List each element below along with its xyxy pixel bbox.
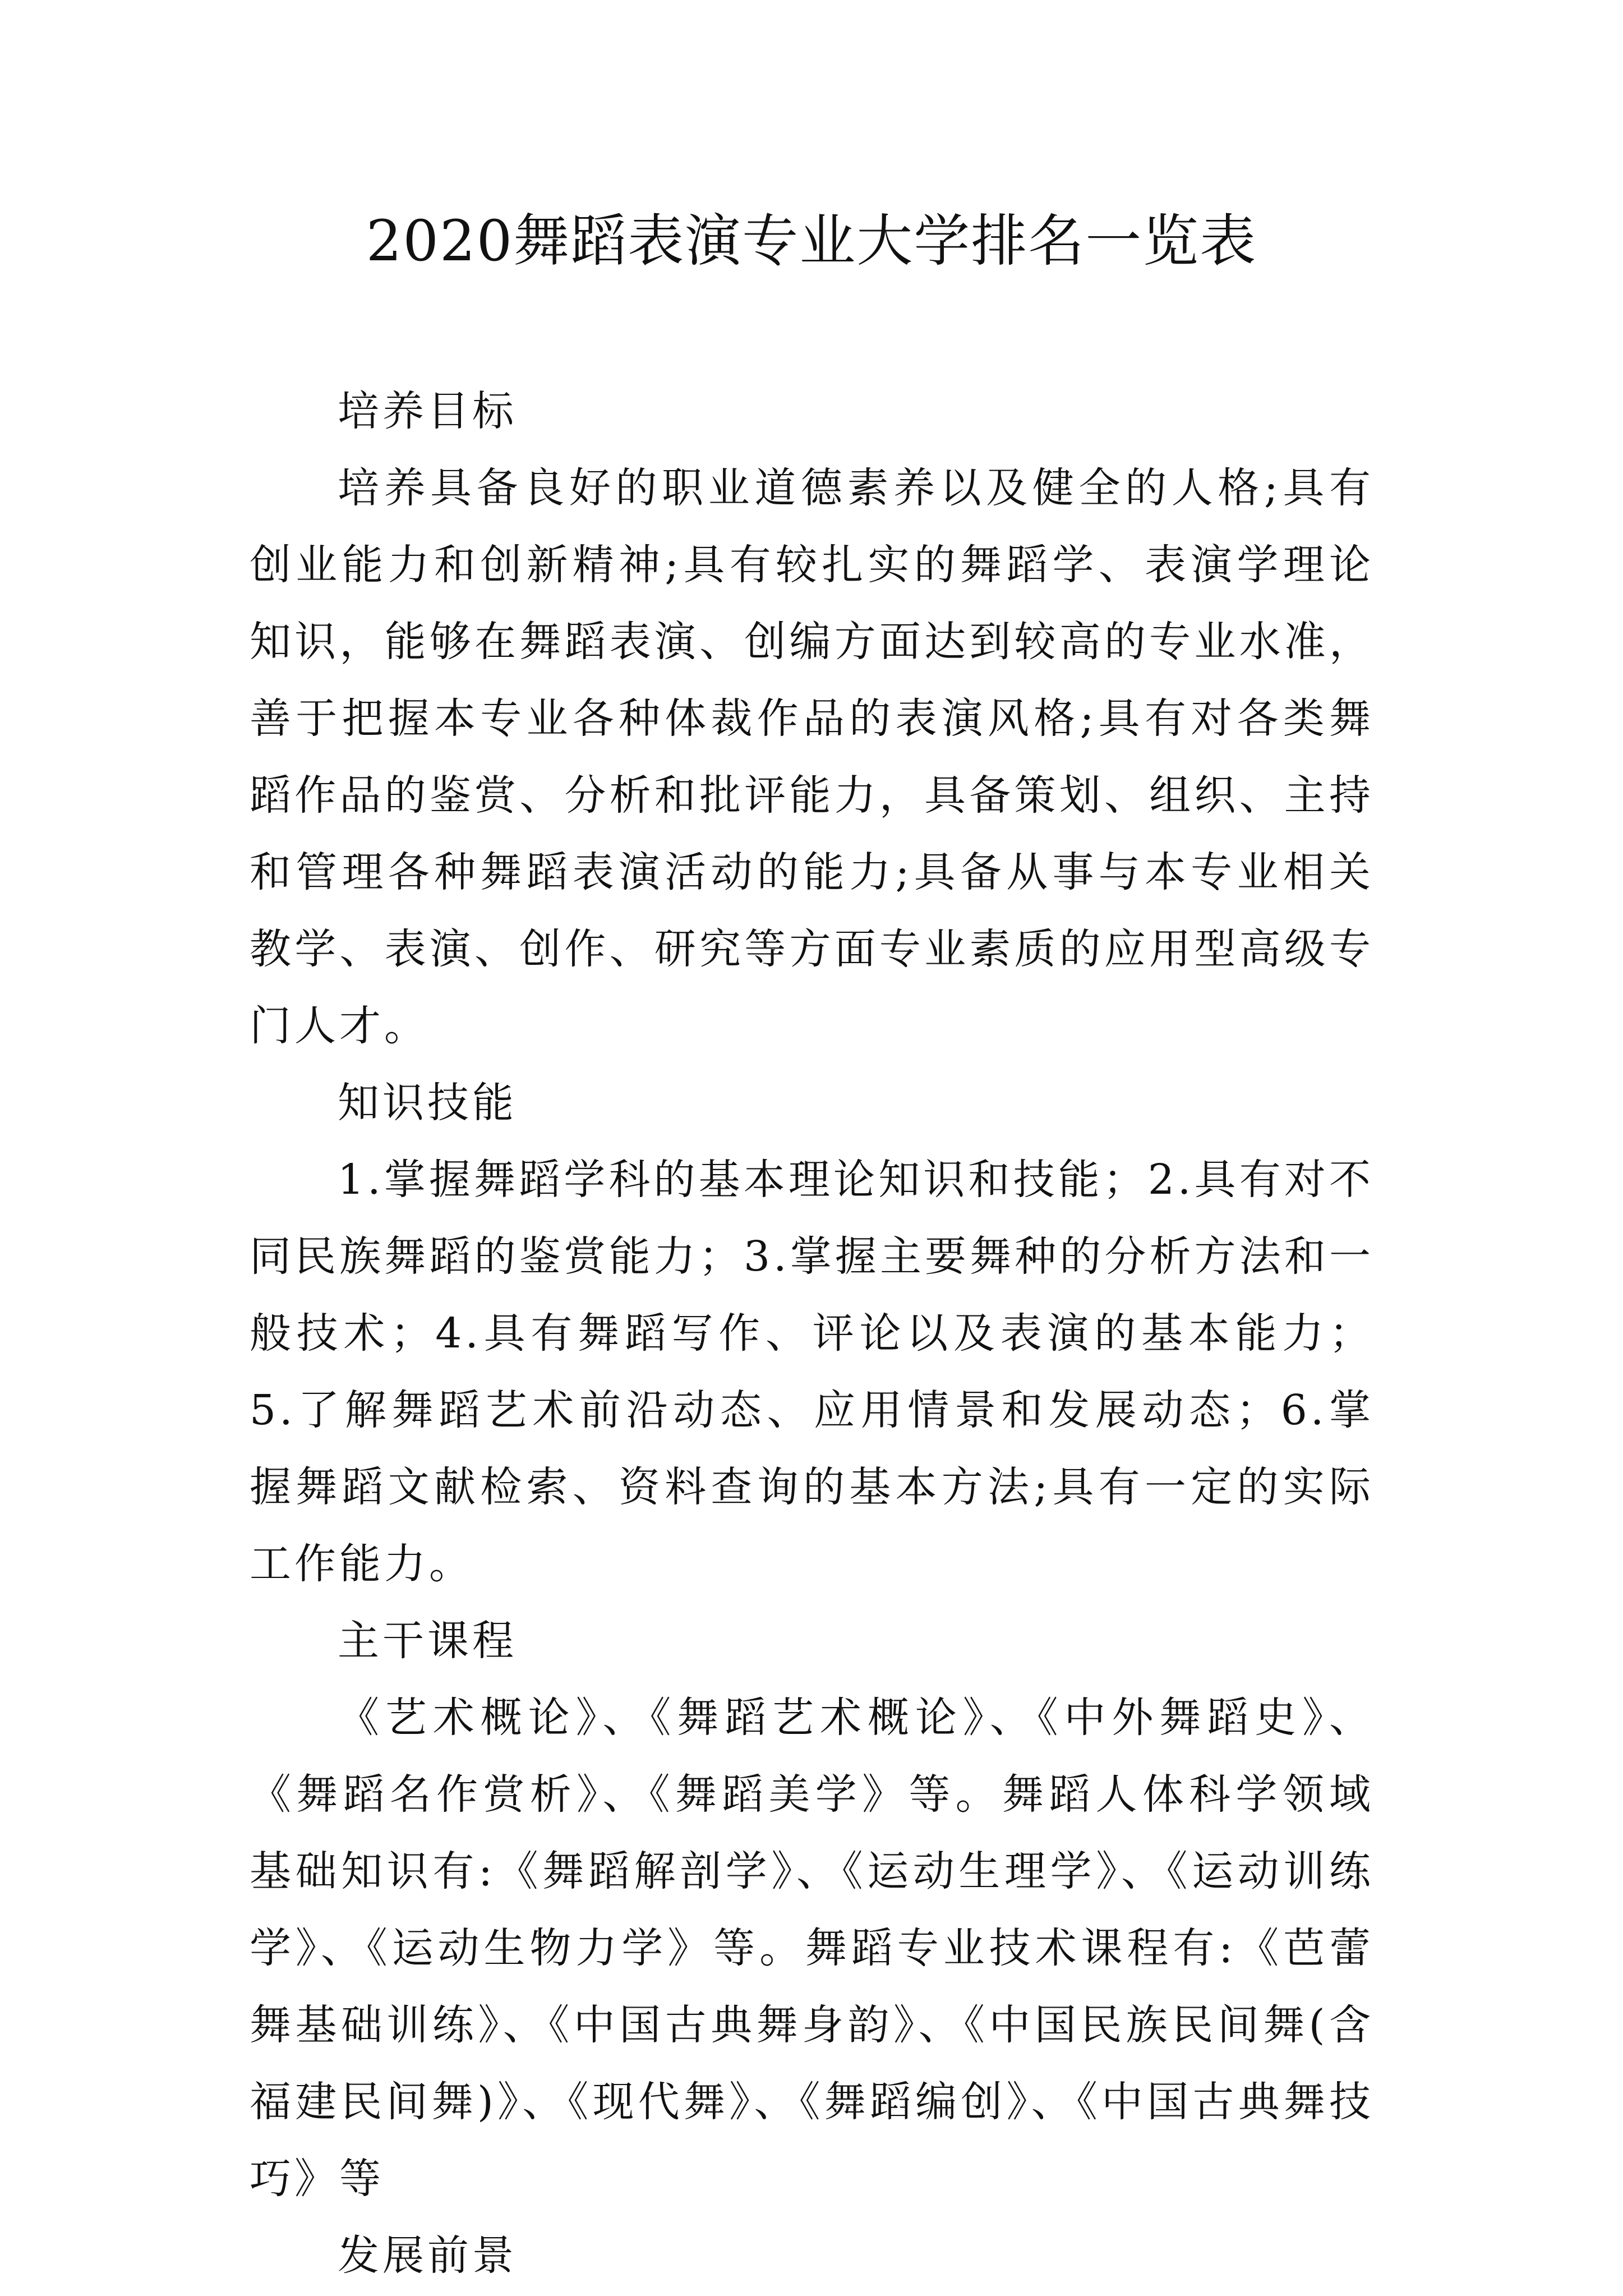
- section-heading-main-courses: 主干课程: [338, 1617, 517, 1665]
- section-heading-prospects: 发展前景: [338, 2231, 517, 2280]
- section-heading-knowledge-skills: 知识技能: [338, 1079, 517, 1127]
- section-body-knowledge-skills: 1.掌握舞蹈学科的基本理论知识和技能；2.具有对不同民族舞蹈的鉴赏能力；3.掌握主要舞种的分析方法和一般技术；4.具有舞蹈写作、评论以及表演的基本能力；5.了解舞蹈艺术前沿动态、应用情景和发展动态；6.掌握舞蹈文献检索、资料查询的基本方法;具有一定的实际工作能力。: [250, 1156, 1374, 1588]
- document-body: [250, 373, 1374, 2294]
- page-title: 2020舞蹈表演专业大学排名一览表: [366, 208, 1257, 274]
- section-heading-training-goal: 培养目标: [338, 387, 517, 435]
- section-body-training-goal: 培养具备良好的职业道德素养以及健全的人格;具有创业能力和创新精神;具有较扎实的舞蹈学、表演学理论知识，能够在舞蹈表演、创编方面达到较高的专业水准，善于把握本专业各种体裁作品的表演风格;具有对各类舞蹈作品的鉴赏、分析和批评能力，具备策划、组织、主持和管理各种舞蹈表演活动的能力;具备从事与本专业相关教学、表演、创作、研究等方面专业素质的应用型高级专门人才。: [250, 464, 1374, 1050]
- section-body-main-courses: 《艺术概论》、《舞蹈艺术概论》、《中外舞蹈史》、《舞蹈名作赏析》、《舞蹈美学》等。舞蹈人体科学领域基础知识有:《舞蹈解剖学》、《运动生理学》、《运动训练学》、《运动生物力学》等。舞蹈专业技术课程有:《芭蕾舞基础训练》、《中国古典舞身韵》、《中国民族民间舞(含福建民间舞)》、《现代舞》、《舞蹈编创》、《中国古典舞技巧》等: [250, 1694, 1374, 2203]
